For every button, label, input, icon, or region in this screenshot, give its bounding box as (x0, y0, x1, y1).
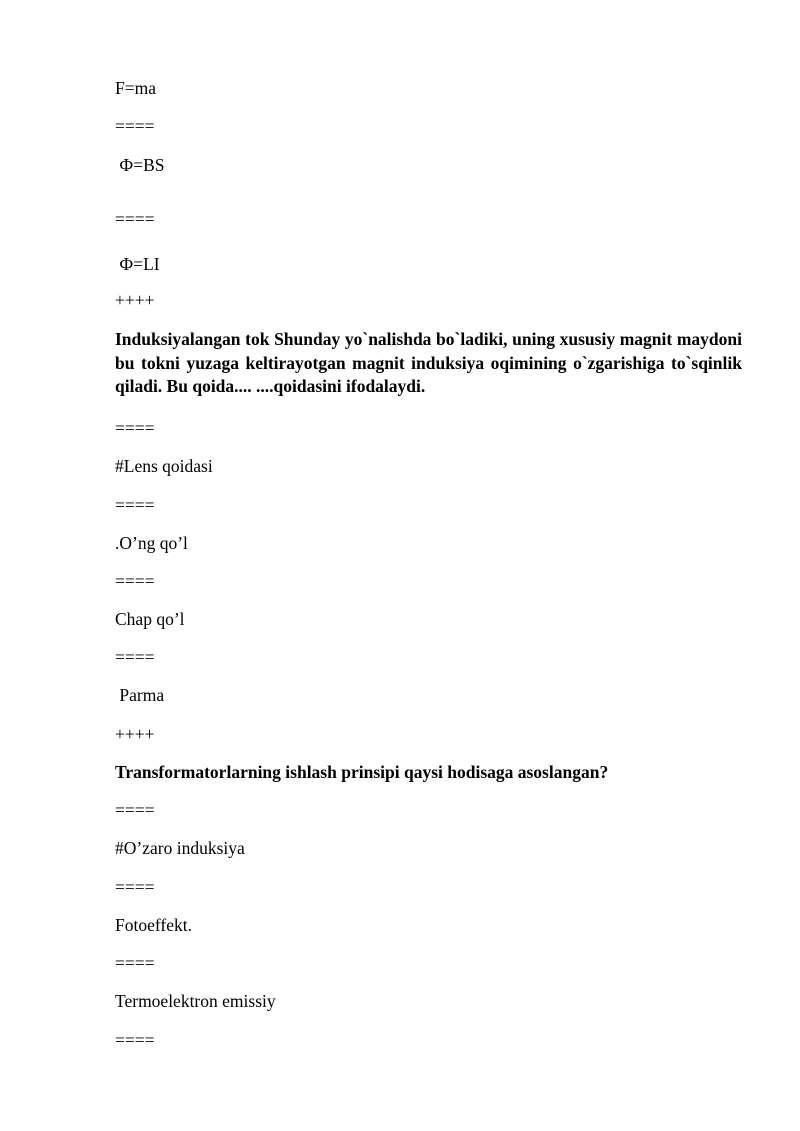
option-separator: ==== (115, 647, 155, 667)
option-separator: ==== (115, 209, 155, 229)
question-text: Induksiyalangan tok Shunday yo`nalishda bo`ladiki, uning xususiy magnit maydoni bu tokni yuzaga keltirayotgan magnit induksiya oqimining o`zgarishiga to`sqinlik qiladi. Bu qoida.... ....qoidasini ifodalaydi. (115, 329, 742, 396)
question-separator: ++++ (115, 290, 155, 310)
answer-option: Fotoeffekt. (115, 915, 192, 935)
option-separator: ==== (115, 800, 155, 820)
answer-option: Termoelektron emissiy (115, 991, 276, 1011)
option-separator: ==== (115, 877, 155, 897)
question-text: Transformatorlarning ishlash prinsipi qaysi hodisaga asoslangan? (115, 762, 609, 782)
answer-option: Parma (115, 685, 165, 705)
option-separator: ==== (115, 495, 155, 515)
question-separator: ++++ (115, 724, 155, 744)
option-separator: ==== (115, 571, 155, 591)
answer-option-formula-fma: F=ma (115, 78, 156, 98)
answer-option-correct: #Lens qoidasi (115, 456, 213, 476)
answer-option-formula-bs: Ф=BS (115, 155, 165, 175)
answer-option: Chap qo’l (115, 609, 185, 629)
option-separator: ==== (115, 116, 155, 136)
answer-option: .O’ng qo’l (115, 533, 188, 553)
option-separator: ==== (115, 953, 155, 973)
option-separator: ==== (115, 418, 155, 438)
option-separator: ==== (115, 1030, 155, 1050)
answer-option-correct: #O’zaro induksiya (115, 838, 245, 858)
answer-option-formula-li: Ф=LI (115, 254, 160, 274)
